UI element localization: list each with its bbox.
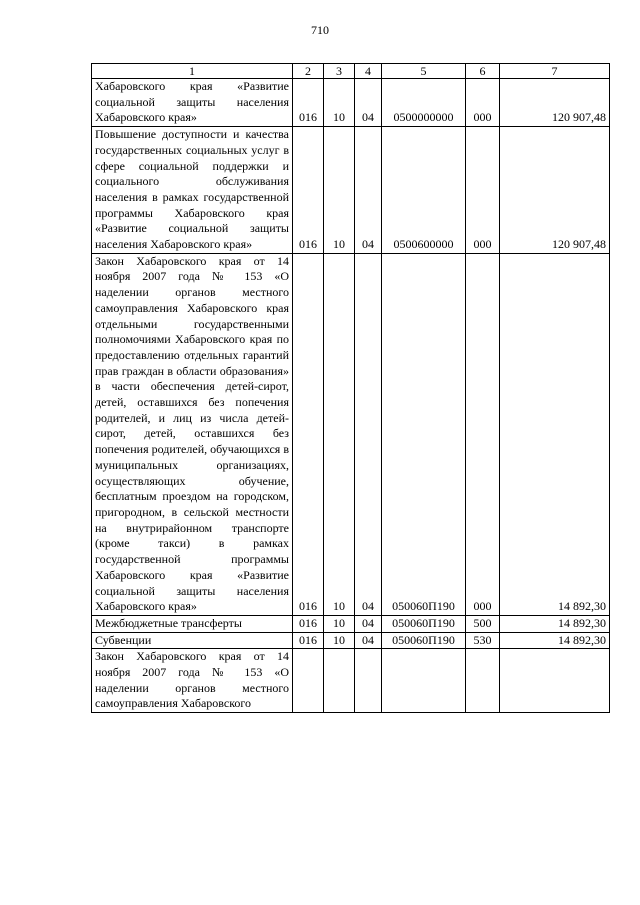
row-expense-type: 530	[466, 632, 500, 649]
row-subsection-code: 04	[355, 253, 382, 615]
row-expense-type: 000	[466, 127, 500, 254]
row-name	[92, 79, 293, 127]
row-target-code: 0500000000	[382, 79, 466, 127]
row-amount: 14 892,30	[500, 615, 610, 632]
row-target-code: 050060П190	[382, 253, 466, 615]
row-name	[92, 615, 293, 632]
row-subsection-code: 04	[355, 632, 382, 649]
row-target-code: 050060П190	[382, 632, 466, 649]
table-row	[92, 632, 610, 649]
row-ministry-code: 016	[293, 615, 324, 632]
header-col-4: 4	[355, 64, 382, 79]
row-subsection-code: 04	[355, 127, 382, 254]
table-row	[92, 649, 610, 713]
row-amount: 14 892,30	[500, 632, 610, 649]
row-ministry-code: 016	[293, 253, 324, 615]
table-row	[92, 253, 610, 615]
row-name-text: Межбюджетные трансферты	[95, 615, 242, 630]
row-target-code: 050060П190	[382, 615, 466, 632]
row-ministry-code: 016	[293, 127, 324, 254]
table-row	[92, 615, 610, 632]
row-section-code: 10	[324, 253, 355, 615]
row-name	[92, 649, 293, 713]
row-name	[92, 127, 293, 254]
row-ministry-code: 016	[293, 79, 324, 127]
row-name-text: Повышение доступности и качества государственных социальных услуг в сфере социальной поддержки и социального обслуживания населения в рамках государственной программы Хабаровского края «Развитие социальной защиты населения Хабаровского края»	[95, 127, 289, 252]
row-section-code: 10	[324, 79, 355, 127]
table-row	[92, 127, 610, 254]
row-section-code: 10	[324, 615, 355, 632]
header-col-3: 3	[324, 64, 355, 79]
row-name-text: Закон Хабаровского края от 14 ноября 2007 года № 153 «О наделении органов местного самоуправления Хабаровского	[95, 649, 289, 711]
row-ministry-code	[293, 649, 324, 713]
header-col-5: 5	[382, 64, 466, 79]
table-row	[92, 79, 610, 127]
row-section-code: 10	[324, 632, 355, 649]
budget-table	[91, 63, 610, 713]
row-name-text: Субвенции	[95, 632, 152, 647]
row-expense-type	[466, 649, 500, 713]
header-col-6: 6	[466, 64, 500, 79]
header-col-7: 7	[500, 64, 610, 79]
row-name-text: Закон Хабаровского края от 14 ноября 2007 года № 153 «О наделении органов местного самоуправления Хабаровского края отдельными государственными полномочиями Хабаровского края по предоставлению отдельных гарантий прав граждан в области образования» в части обеспечения детей-сирот, детей, оставшихся без попечения родителей, и лиц из числа детей-сирот, детей, оставшихся без попечения родителей, обучающихся в муниципальных организациях, осуществляющих обучение, бесплатным проездом на городском, пригородном, в сельской местности на внутрирайонном транспорте (кроме такси) в рамках государственной программы Хабаровского края «Развитие социальной защиты населения Хабаровского края»	[95, 253, 289, 614]
row-ministry-code: 016	[293, 632, 324, 649]
row-amount: 120 907,48	[500, 79, 610, 127]
row-target-code: 0500600000	[382, 127, 466, 254]
header-row	[92, 64, 610, 79]
row-expense-type: 000	[466, 79, 500, 127]
row-amount	[500, 649, 610, 713]
header-col-1: 1	[92, 64, 293, 79]
row-expense-type: 000	[466, 253, 500, 615]
row-subsection-code: 04	[355, 615, 382, 632]
row-name	[92, 632, 293, 649]
row-name	[92, 253, 293, 615]
row-section-code: 10	[324, 127, 355, 254]
row-amount: 120 907,48	[500, 127, 610, 254]
row-target-code	[382, 649, 466, 713]
header-col-2: 2	[293, 64, 324, 79]
row-subsection-code: 04	[355, 79, 382, 127]
row-name-text: Хабаровского края «Развитие социальной защиты населения Хабаровского края»	[95, 79, 289, 125]
row-subsection-code	[355, 649, 382, 713]
row-expense-type: 500	[466, 615, 500, 632]
row-amount: 14 892,30	[500, 253, 610, 615]
page-number: 710	[311, 23, 329, 37]
row-section-code	[324, 649, 355, 713]
